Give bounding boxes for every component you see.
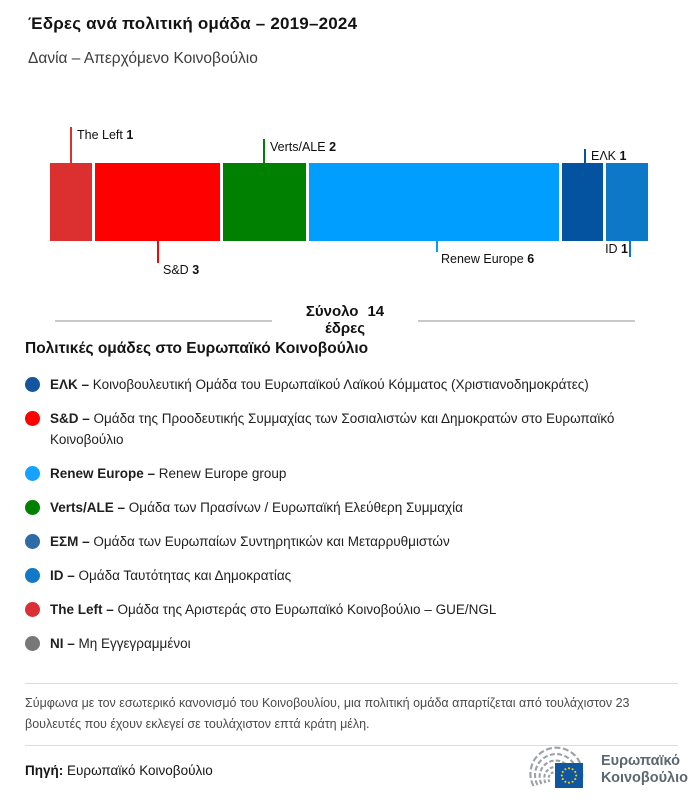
- callout-tick-verts-ale: [263, 139, 265, 163]
- group-description: ID – Ομάδα Ταυτότητας και Δημοκρατίας: [50, 568, 292, 583]
- group-description: ΕΛΚ – Κοινοβουλευτική Ομάδα του Ευρωπαϊκού Λαϊκού Κόμματος (Χριστιανοδημοκράτες): [50, 377, 589, 392]
- seats-bar-chart: [0, 0, 700, 300]
- total-value: 14: [367, 303, 385, 320]
- group-description: NI – Μη Εγγεγραμμένοι: [50, 636, 191, 651]
- callout-label-renew: [441, 252, 534, 266]
- callout-tick-the-left: [70, 127, 72, 163]
- legend-item: [25, 408, 685, 450]
- group-color-dot: [25, 602, 40, 617]
- groups-heading: Πολιτικές ομάδες στο Ευρωπαϊκό Κοινοβούλιο: [25, 340, 369, 357]
- group-name: ΕΛΚ: [591, 149, 617, 163]
- group-seats: 1: [621, 242, 628, 256]
- total-seats: [272, 303, 418, 337]
- callout-tick-renew: [436, 241, 438, 252]
- source-text: [25, 763, 213, 778]
- group-name: ID: [605, 242, 618, 256]
- group-seats: 1: [126, 128, 134, 142]
- group-seats: 1: [619, 149, 627, 163]
- group-seats: 3: [192, 263, 200, 277]
- total-seats-row: [55, 303, 635, 337]
- group-name: Renew Europe: [441, 252, 524, 266]
- legend-item: [25, 599, 685, 620]
- legend-item: [25, 531, 685, 552]
- callout-label-id: [605, 242, 628, 256]
- callout-tick-epp: [584, 149, 586, 163]
- european-parliament-logo: [519, 744, 688, 796]
- group-name: S&D: [163, 263, 189, 277]
- callout-label-the-left: [77, 128, 133, 142]
- callout-label-epp: [591, 149, 626, 163]
- callout-label-verts-ale: [270, 140, 336, 154]
- divider-line-right: [418, 320, 635, 322]
- legend-item: [25, 463, 685, 484]
- hemicycle-eu-flag-icon: [519, 744, 593, 796]
- page-subtitle: Δανία – Απερχόμενο Κοινοβούλιο: [28, 50, 258, 67]
- bar-segment-the-left: [50, 163, 92, 241]
- bar-segment-renew-europe: [309, 163, 559, 241]
- divider-line-left: [55, 320, 272, 322]
- group-seats: 2: [329, 140, 337, 154]
- group-color-dot: [25, 500, 40, 515]
- source-value: Ευρωπαϊκό Κοινοβούλιο: [67, 762, 213, 778]
- bar-segment-s-d: [95, 163, 220, 241]
- bar-segment-verts-ale: [223, 163, 306, 241]
- group-color-dot: [25, 534, 40, 549]
- legend-item: [25, 633, 685, 654]
- bar-segment-id: [606, 163, 648, 241]
- logo-line1: Ευρωπαϊκό: [600, 753, 680, 769]
- group-description: Verts/ALE – Ομάδα των Πρασίνων / Ευρωπαϊκή Ελεύθερη Συμμαχία: [50, 500, 463, 515]
- logo-wordmark: [601, 753, 688, 787]
- bar-segment-ελκ: [562, 163, 604, 241]
- group-description: S&D – Ομάδα της Προοδευτικής Συμμαχίας των Σοσιαλιστών και Δημοκρατών στο Ευρωπαϊκό Κοινοβούλιο: [50, 411, 615, 447]
- group-color-dot: [25, 568, 40, 583]
- group-name: Verts/ALE: [270, 140, 326, 154]
- stacked-seat-bar: [50, 163, 648, 241]
- group-color-dot: [25, 377, 40, 392]
- callout-tick-id: [629, 241, 631, 257]
- groups-legend: [25, 374, 685, 654]
- group-color-dot: [25, 411, 40, 426]
- source-row: [25, 742, 688, 798]
- group-seats: 6: [527, 252, 535, 266]
- group-description: Renew Europe – Renew Europe group: [50, 466, 287, 481]
- groups-section: [25, 340, 685, 667]
- group-color-dot: [25, 636, 40, 651]
- callout-tick-sd: [157, 241, 159, 263]
- group-description: ΕΣΜ – Ομάδα των Ευρωπαίων Συντηρητικών και Μεταρρυθμιστών: [50, 534, 450, 549]
- group-name: The Left: [77, 128, 123, 142]
- legend-item: [25, 374, 685, 395]
- total-unit: έδρες: [324, 320, 366, 337]
- group-description: The Left – Ομάδα της Αριστεράς στο Ευρωπαϊκό Κοινοβούλιο – GUE/NGL: [50, 602, 497, 617]
- callout-label-sd: [163, 263, 199, 277]
- logo-line2: Κοινοβούλιο: [600, 770, 688, 786]
- group-color-dot: [25, 466, 40, 481]
- legend-item: [25, 497, 685, 518]
- footnote: Σύμφωνα με τον εσωτερικό κανονισμό του Κοινοβουλίου, μια πολιτική ομάδα απαρτίζεται από τουλάχιστον 23 βουλευτές που έχουν εκλεγεί σε τουλάχιστον επτά κράτη μέλη.: [25, 683, 678, 746]
- page-title: Έδρες ανά πολιτική ομάδα – 2019–2024: [28, 14, 358, 33]
- total-label: Σύνολο: [305, 303, 359, 320]
- source-label: Πηγή:: [25, 762, 64, 778]
- legend-item: [25, 565, 685, 586]
